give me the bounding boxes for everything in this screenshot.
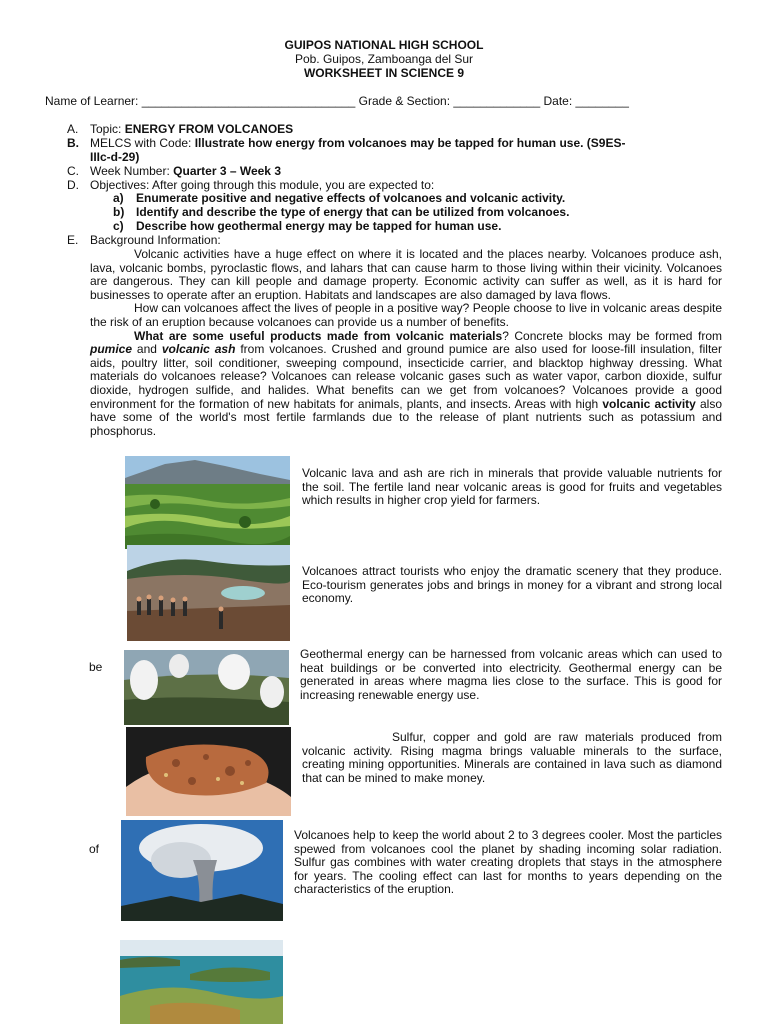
volcanic-activity-term: volcanic activity [602,396,696,411]
volcanic-ash-term: volcanic ash [161,342,236,357]
item-melcs [90,137,626,151]
background-body [90,248,722,438]
benefit-geothermal-text: Geothermal energy can be harnessed from volcanic areas which can used to heat buildings or be converted into electricity. Geothermal energy can be generated in areas where magma lies close to the surface. This is good for increasing renewable energy use. [300,647,722,702]
melcs-label: MELCS with Code: [90,136,192,150]
week-label: Week Number: [90,164,170,178]
paragraph-2-text: How can volcanoes affect the lives of people in a positive way? People choose to live in volcanic areas despite the risk of an eruption because volcanoes can provide us a number of benefits. [90,301,722,329]
stray-word-be: be [89,660,103,674]
objective-b: Identify and describe the type of energy that can be utilized from volcanoes. [136,205,570,219]
item-e-letter: E. [67,233,79,247]
products-question: What are some useful products made from volcanic materials [134,328,503,343]
name-field[interactable]: ________________________________ [141,94,356,108]
objective-a: Enumerate positive and negative effects of volcanoes and volcanic activity. [136,191,566,205]
islands-photo [120,940,283,1024]
objective-c: Describe how geothermal energy may be tapped for human use. [136,219,502,233]
benefit-tourism-text: Volcanoes attract tourists who enjoy the dramatic scenery that they produce. Eco-tourism generates jobs and brings in money for a vibrant and strong local economy. [302,564,722,606]
paragraph-1-text: Volcanic activities have a huge effect on where it is located and the places nearby. Volcanoes produce ash, lava, volcanic bombs, pyroclastic flows, and lahars that can cause harm to those living within their vicinity. Volcanoes are dangerous. They can kill people and damage property. Economic activity can suffer as well, as it is hard for businesses to operate after an eruption. Habitats and landscapes are also damaged by lava flows. [90,247,722,302]
school-address: Pob. Guipos, Zamboanga del Sur [294,52,474,66]
benefit-minerals-text: Sulfur, copper and gold are raw materials produced from volcanic activity. Rising magma brings valuable minerals to the surface, creating mining opportunities. Minerals are contained in lava such as diamond that can be mined to make money. [302,730,722,785]
item-week [90,165,281,179]
objective-c-letter: c) [113,219,124,233]
benefit-soil-text: Volcanic lava and ash are rich in minerals that provide valuable nutrients for the soil. The fertile land near volcanic areas is good for fruits and vegetables which results in higher crop yield for farmers. [302,466,722,508]
date-label: Date: [543,94,573,108]
item-a-letter: A. [67,122,79,136]
background-heading: Background Information: [90,233,221,247]
background-paragraph-2 [90,302,722,329]
stray-word-of: of [89,842,100,856]
background-paragraph-3 [90,330,722,439]
item-b-letter: B. [67,136,79,150]
melcs-code-cont: IIIc-d-29) [90,150,140,164]
grade-field[interactable]: _____________ [453,94,541,108]
paragraph-3-c: from volcanoes. Crushed and ground pumice are also used for loose-fill insulation, filter aids, poultry litter, soil conditioner, sweeping compound, insecticide carrier, and blacktop highway dressing. What materials do volcanoes release? Volcanoes can release volcanic gases such as water vapor, carbon dioxide, sulfur dioxide, hydrogen sulfide, and halides. What benefits can we get from volcanoes? Volcanoes provide a good environment for the formation of new habitats for animals, plants, and insects. Areas with high [90,342,722,411]
worksheet-title: WORKSHEET IN SCIENCE 9 [303,66,465,80]
background-paragraph-1 [90,248,722,302]
objective-b-letter: b) [113,205,125,219]
objective-a-letter: a) [113,191,124,205]
eruption-cloud-photo [121,820,283,921]
paragraph-3-d: also have some of the world's most fertile farmlands due to the release of plant nutrients such as potassium and phosphorus. [90,396,722,438]
paragraph-3-a: ? Concrete blocks may be formed from [502,328,722,343]
pumice-term: pumice [90,342,133,357]
item-topic [90,123,293,137]
objectives-intro: Objectives: After going through this module, you are expected to: [90,178,435,192]
learner-info-line [45,95,629,109]
farmland-photo [125,456,290,549]
item-d-letter: D. [67,178,79,192]
benefit-cooling-text: Volcanoes help to keep the world about 2 to 3 degrees cooler. Most the particles spewed from volcanoes cool the planet by shading incoming solar radiation. Sulfur gas combines with water creating droplets that stays in the atmosphere for years. The cooling effect can last for months to years depending on the characteristics of the eruption. [294,828,722,897]
topic-value: ENERGY FROM VOLCANOES [124,122,294,136]
date-field[interactable]: ________ [575,94,629,108]
paragraph-3-b: and [132,342,162,357]
mineral-rock-photo [126,727,291,816]
tourists-crater-photo [127,545,290,641]
name-label: Name of Learner: [45,94,139,108]
melcs-value: Illustrate how energy from volcanoes may be tapped for human use. (S9ES- [194,136,626,150]
week-value: Quarter 3 – Week 3 [173,164,281,178]
grade-label: Grade & Section: [358,94,451,108]
topic-label: Topic: [90,122,122,136]
geothermal-plant-photo [124,650,289,725]
school-name: GUIPOS NATIONAL HIGH SCHOOL [284,38,484,52]
item-c-letter: C. [67,164,79,178]
